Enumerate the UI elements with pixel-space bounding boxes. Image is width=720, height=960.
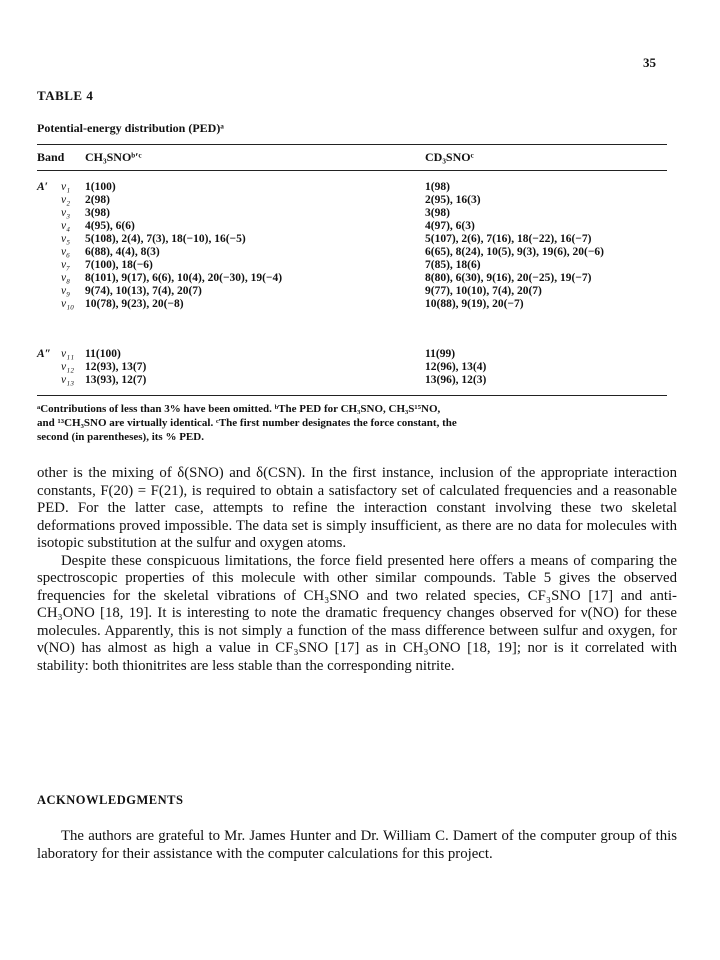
ped-cd3sno: 6(65), 8(24), 10(5), 9(3), 19(6), 20(−6) [425,246,605,258]
table-row [37,298,677,311]
table-footnote-line: and ¹³CH₃SNO are virtually identical. ᶜThe first number designates the force constant, the [37,417,457,429]
symmetry-group-label: A′ [37,181,48,193]
band-symbol: ν₁₂ [61,361,75,373]
ped-cd3sno: 13(96), 12(3) [425,374,487,386]
band-symbol: ν₁₃ [61,374,75,386]
paragraph: Despite these conspicuous limitations, the force field presented here offers a means of comparing the spectroscopic properties of this molecule with other similar compounds. Table 5 gives the observed frequencies for the skeletal vibrations of CH₃SNO and two related species, CF₃SNO [17] and anti-CH₃ONO [18, 19]. It is interesting to note the dramatic frequency changes observed for ν(NO) for these molecules. Apparently, this is not simply a function of the mass difference between sulfur and oxygen, for ν(NO) has almost as high a value in CF₃SNO [17] as in CH₃ONO [18, 19]; nor is it correlated with stability: both thionitrites are less stable than the corresponding nitrite. [37,552,677,674]
ped-ch3sno: 13(93), 12(7) [85,374,147,386]
band-symbol: ν₆ [61,246,71,258]
table-row [37,374,677,387]
band-symbol: ν₁₁ [61,348,75,360]
ped-cd3sno: 10(88), 9(19), 20(−7) [425,298,524,310]
table-footnote-line: ᵃContributions of less than 3% have been omitted. ᵇThe PED for CH₃SNO, CH₃S¹⁵NO, [37,403,441,415]
table-row [37,194,677,207]
acknowledgments-heading: ACKNOWLEDGMENTS [37,793,184,807]
table-row [37,348,677,361]
ped-ch3sno: 3(98) [85,207,110,219]
table-caption: Potential-energy distribution (PED)ᵃ [37,121,224,135]
band-symbol: ν₇ [61,259,71,271]
ped-ch3sno: 4(95), 6(6) [85,220,135,232]
header-ch3sno: CH₃SNOᵇʹᶜ [85,150,142,164]
table-header-rule [37,170,667,171]
table-top-rule [37,144,667,145]
table-label: TABLE 4 [37,88,94,103]
ped-cd3sno: 8(80), 6(30), 9(16), 20(−25), 19(−7) [425,272,592,284]
table-row [37,259,677,272]
ped-ch3sno: 6(88), 4(4), 8(3) [85,246,160,258]
ped-cd3sno: 5(107), 2(6), 7(16), 18(−22), 16(−7) [425,233,592,245]
body-text [37,465,677,675]
ped-ch3sno: 8(101), 9(17), 6(6), 10(4), 20(−30), 19(−4) [85,272,283,284]
ped-ch3sno: 2(98) [85,194,110,206]
table-row [37,285,677,298]
band-symbol: ν₁₀ [61,298,75,310]
table-row [37,207,677,220]
table-row [37,272,677,285]
table-row [37,220,677,233]
page-number: 35 [643,55,656,70]
band-symbol: ν₄ [61,220,71,232]
ped-ch3sno: 12(93), 13(7) [85,361,147,373]
ped-cd3sno: 11(99) [425,348,456,360]
paragraph: other is the mixing of δ(SNO) and δ(CSN). In the first instance, inclusion of the appropriate interaction constants, F(20) = F(21), is required to obtain a satisfactory set of calculated frequencies and a reasonable PED. For the latter case, attempts to refine the interaction constant involving these two skeletal deformations proved impossible. The data set is simply insufficient, as there are no data for molecules with isotopic substitution at the sulfur and oxygen atoms. [37,465,677,551]
band-symbol: ν₁ [61,181,71,193]
table-bottom-rule [37,395,667,396]
ped-ch3sno: 11(100) [85,348,121,360]
acknowledgments-section [37,828,677,863]
ped-cd3sno: 9(77), 10(10), 7(4), 20(7) [425,285,542,297]
ped-ch3sno: 1(100) [85,181,116,193]
band-symbol: ν₂ [61,194,71,206]
header-band: Band [37,150,65,164]
band-symbol: ν₉ [61,285,71,297]
ped-ch3sno: 5(108), 2(4), 7(3), 18(−10), 16(−5) [85,233,246,245]
symmetry-group-label: A″ [37,348,52,360]
table-row [37,233,677,246]
ped-cd3sno: 1(98) [425,181,450,193]
table-row [37,361,677,374]
acknowledgments-text: The authors are grateful to Mr. James Hunter and Dr. William C. Damert of the computer group of this laboratory for their assistance with the computer calculations for this project. [37,828,677,862]
ped-cd3sno: 12(96), 13(4) [425,361,487,373]
ped-ch3sno: 10(78), 9(23), 20(−8) [85,298,184,310]
ped-cd3sno: 2(95), 16(3) [425,194,481,206]
table-row [37,246,677,259]
table-footnote-line: second (in parentheses), its % PED. [37,431,204,443]
table-row [37,181,677,194]
band-symbol: ν₅ [61,233,71,245]
ped-cd3sno: 4(97), 6(3) [425,220,475,232]
ped-cd3sno: 3(98) [425,207,450,219]
ped-ch3sno: 9(74), 10(13), 7(4), 20(7) [85,285,202,297]
band-symbol: ν₃ [61,207,71,219]
header-cd3sno: CD₃SNOᶜ [425,150,474,164]
band-symbol: ν₈ [61,272,71,284]
ped-cd3sno: 7(85), 18(6) [425,259,481,271]
ped-ch3sno: 7(100), 18(−6) [85,259,153,271]
